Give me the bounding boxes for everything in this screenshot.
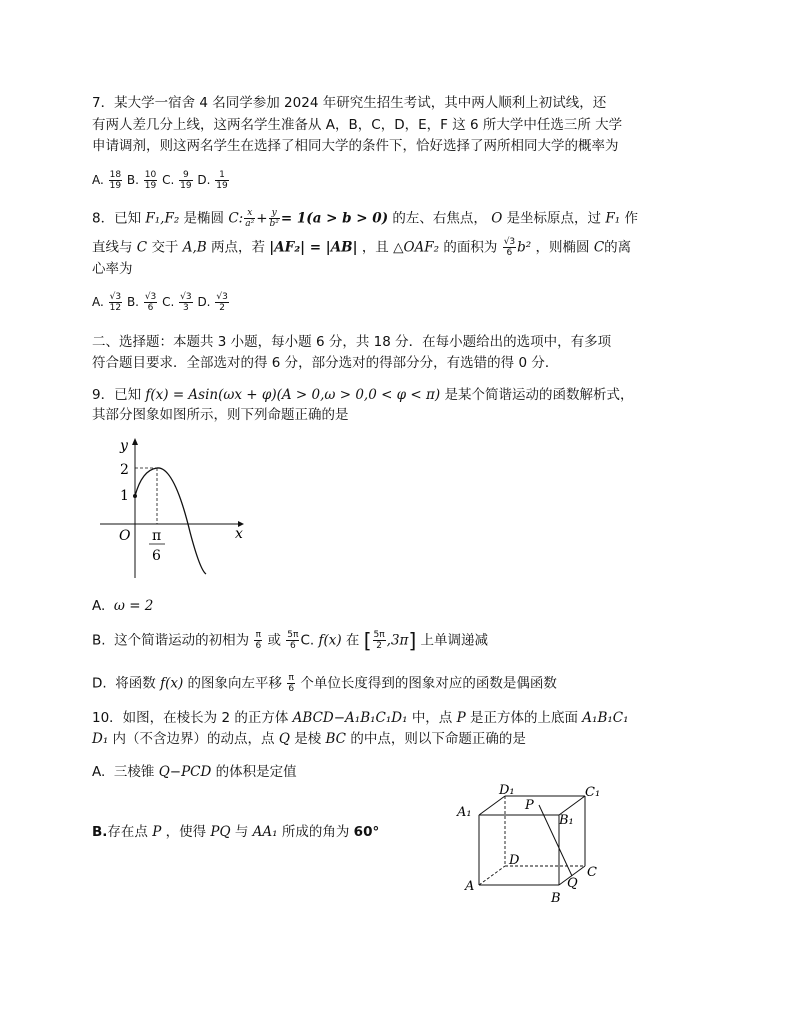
q10-text: 10．如图，在棱长为 2 的正方体 — [92, 710, 289, 726]
label-b: B — [551, 891, 561, 906]
q9-function: f(x) = Asin(ωx + φ)(A > 0,ω > 0,0 < φ < π) — [145, 387, 441, 403]
q9-option-c-interval-right: ,3π — [386, 632, 409, 649]
q9-option-d-fx: f(x) — [160, 675, 184, 692]
edge-a1d1 — [479, 796, 505, 815]
q9-option-b-frac-2: $\frac{5\pi}{6}$ — [287, 630, 299, 651]
q10-option-b-aa1: AA₁ — [252, 824, 278, 840]
q7-line-3: 申请调剂，则这两名学生在选择了相同大学的条件下，恰好选择了两所相同大学的概率为 — [92, 138, 619, 154]
q7-line-2: 有两人差几分上线，这两名学生准备从 A，B，C，D，E，F 这 6 所大学中任选三所 大学 — [92, 117, 623, 133]
label-d: D — [509, 853, 520, 868]
q8-y-fraction: $\frac{y}{\text{b²}}$ — [269, 208, 279, 229]
q8-option-b-fraction: $\frac{√3}{6}$ — [144, 292, 157, 313]
q8-text: 的面积为 — [443, 239, 498, 256]
tick-1: 1 — [120, 488, 129, 504]
q9-option-d-text: 个单位长度得到的图象对应的函数是偶函数 — [300, 675, 557, 692]
q8-text: 直线与 — [92, 239, 133, 256]
label-d1: D₁ — [499, 783, 515, 798]
q10-option-b-text: 与 — [234, 824, 249, 840]
q7-options — [92, 170, 230, 191]
q7-option-d-label: D. — [197, 173, 211, 187]
label-a1: A₁ — [457, 805, 472, 820]
q8-condition: |AF₂| = |AB| — [269, 239, 358, 256]
q10-face: A₁B₁C₁ — [582, 710, 629, 726]
q10-option-a — [92, 762, 297, 782]
q8-foci: F₁,F₂ — [145, 210, 180, 227]
x-axis-label: x — [235, 526, 243, 542]
q8-line-2 — [92, 237, 631, 258]
q9-text: 9．已知 — [92, 387, 142, 403]
q9-option-a — [92, 596, 153, 616]
q8-text: 的离 — [604, 239, 632, 256]
q7-option-b-fraction: $\frac{10}{19}$ — [144, 170, 157, 191]
q10-point-p: P — [456, 710, 466, 726]
q7-line-1: 7．某大学一宿舍 4 名同学参加 2024 年研究生招生考试，其中两人顺利上初试线，还 — [92, 95, 607, 111]
q8-line-1: 8．已知 F₁,F₂ 是椭圆 C: $\frac{x}{\text{a²}}$ + $\frac{y}{\text{b²}}$ = 1(a > b > 0) 的左、右焦点， O 是坐标原点，过 F₁ 作 — [92, 208, 638, 229]
q10-line-2 — [92, 729, 526, 749]
q8-x-fraction: $\frac{x}{\text{a²}}$ — [245, 208, 255, 229]
q10-option-b-p: P — [152, 824, 162, 840]
q8-area-fraction: $\frac{√3}{6}$ — [503, 237, 516, 258]
q10-text: 内（不含边界）的动点，点 — [112, 731, 275, 747]
edge-ad-hidden — [479, 866, 505, 885]
q9-option-c-label: C. — [300, 632, 315, 649]
label-b1: B₁ — [559, 813, 574, 828]
q9-option-a-label: A. — [92, 598, 106, 614]
q9-option-d-label: D. — [92, 675, 107, 692]
q7-option-a-label: A. — [92, 173, 104, 187]
q8-text: 是椭圆 — [183, 210, 225, 227]
label-a: A — [465, 879, 475, 894]
q8-option-b-label: B. — [126, 295, 139, 309]
q10-option-b-angle: 60° — [353, 824, 380, 840]
y-axis-arrow — [132, 438, 138, 445]
q10-text: 的中点，则以下命题正确的是 — [350, 731, 526, 747]
q9-interval-left-bracket: [ — [363, 628, 372, 653]
q10-option-a-pyramid: Q−PCD — [158, 764, 212, 780]
q10-face-d1: D₁ — [92, 731, 109, 747]
q10-cube: ABCD−A₁B₁C₁D₁ — [292, 710, 408, 726]
label-p: P — [525, 798, 534, 813]
q9-option-d — [92, 673, 557, 694]
q8-ellipse-ref: C — [136, 239, 148, 256]
q9-option-c-rest: 上单调递减 — [420, 632, 489, 649]
q8-option-c-fraction: $\frac{√3}{3}$ — [180, 292, 192, 313]
q10-option-a-text: 三棱锥 — [113, 764, 155, 780]
tick-pi: π — [152, 528, 162, 544]
label-q: Q — [567, 876, 578, 891]
q9-option-b-text: 这个简谐运动的初相为 — [114, 632, 250, 649]
q10-option-a-text: 的体积是定值 — [215, 764, 297, 780]
q7-option-c-fraction: $\frac{9}{19}$ — [180, 170, 192, 191]
q10-cube-figure — [455, 780, 615, 906]
q8-option-a-fraction: $\frac{√3}{12}$ — [109, 292, 122, 313]
q10-option-b-pq: PQ — [210, 824, 231, 840]
q8-equation: = 1(a > b > 0) — [280, 210, 389, 227]
q9-option-c-in: 在 — [345, 632, 360, 649]
q8-options — [92, 292, 230, 313]
section-2-line-2: 符合题目要求．全部选对的得 6 分，部分选对的得部分分，有选错的得 0 分． — [92, 355, 559, 371]
q8-origin: O — [491, 210, 503, 227]
origin-label: O — [119, 528, 131, 544]
q9-sine-graph — [92, 432, 252, 582]
y-intercept-point — [133, 494, 137, 498]
q8-option-d-label: D. — [197, 295, 211, 309]
q9-text: 是某个简谐运动的函数解析式， — [444, 387, 634, 403]
label-c1: C₁ — [585, 785, 601, 800]
q10-option-b-text: 存在点 — [107, 824, 148, 840]
q7-option-d-fraction: $\frac{1}{19}$ — [216, 170, 228, 191]
section-2-line-1: 二、选择题：本题共 3 小题，每小题 6 分，共 18 分．在每小题给出的选项中，有多项 — [92, 334, 612, 350]
q8-ellipse-name: C: — [228, 210, 244, 227]
q9-option-b-label: B. — [92, 632, 106, 649]
q9-option-d-fraction: $\frac{\pi}{6}$ — [288, 673, 295, 694]
q8-text: 两点，若 — [211, 239, 265, 256]
q10-text: 是正方体的上底面 — [470, 710, 578, 726]
q10-option-b — [92, 822, 379, 842]
y-axis-label: y — [120, 438, 128, 454]
tick-six: 6 — [152, 548, 161, 564]
q8-text: 的左、右焦点， — [392, 210, 487, 227]
q8-focus-f1: F₁ — [605, 210, 621, 227]
q8-option-d-fraction: $\frac{√3}{2}$ — [216, 292, 228, 313]
q9-line-2: 其部分图象如图所示，则下列命题正确的是 — [92, 407, 349, 423]
q10-line-1 — [92, 708, 629, 728]
q10-option-b-label: B. — [92, 824, 108, 840]
q8-text: 是坐标原点，过 — [506, 210, 602, 227]
q9-option-b-or: 或 — [267, 632, 281, 649]
q10-text: 中，点 — [411, 710, 453, 726]
q9-option-b-c — [92, 630, 488, 651]
q8-text: ，则椭圆 — [535, 239, 590, 256]
q9-option-c-fx: f(x) — [318, 632, 342, 649]
q9-option-c-interval-frac: $\frac{5\pi}{2}$ — [373, 630, 385, 651]
q7-option-b-label: B. — [126, 173, 139, 187]
q10-point-q: Q — [278, 731, 290, 747]
q8-triangle: △OAF₂ — [393, 239, 440, 256]
sine-curve — [135, 468, 206, 574]
q9-option-a-text: ω = 2 — [113, 598, 154, 614]
q10-option-b-text: 所成的角为 — [281, 824, 350, 840]
q9-interval-right-bracket: ] — [408, 628, 417, 653]
q7-option-c-label: C. — [162, 173, 175, 187]
q8-text: ，且 — [361, 239, 389, 256]
q8-text: 8．已知 — [92, 210, 142, 227]
q8-text: 作 — [624, 210, 638, 227]
q8-area-b: b² — [517, 239, 532, 256]
q10-option-b-text: ，使得 — [165, 824, 207, 840]
q10-option-a-label: A. — [92, 764, 106, 780]
q8-option-a-label: A. — [92, 295, 104, 309]
q9-option-d-text: 的图象向左平移 — [187, 675, 283, 692]
q8-option-c-label: C. — [162, 295, 175, 309]
tick-2: 2 — [120, 462, 129, 478]
q9-option-b-frac-1: $\frac{\pi}{6}$ — [255, 630, 262, 651]
q7-option-a-fraction: $\frac{18}{19}$ — [109, 170, 122, 191]
q10-edge-bc: BC — [325, 731, 347, 747]
q9-option-d-text: 将函数 — [115, 675, 156, 692]
q8-text: 交于 — [151, 239, 179, 256]
q10-text: 是棱 — [294, 731, 322, 747]
label-c: C — [587, 865, 597, 880]
q9-line-1 — [92, 385, 633, 405]
q8-points: A,B — [182, 239, 207, 256]
q8-line-3: 心率为 — [92, 261, 133, 277]
q8-ellipse-ref: C — [593, 239, 605, 256]
